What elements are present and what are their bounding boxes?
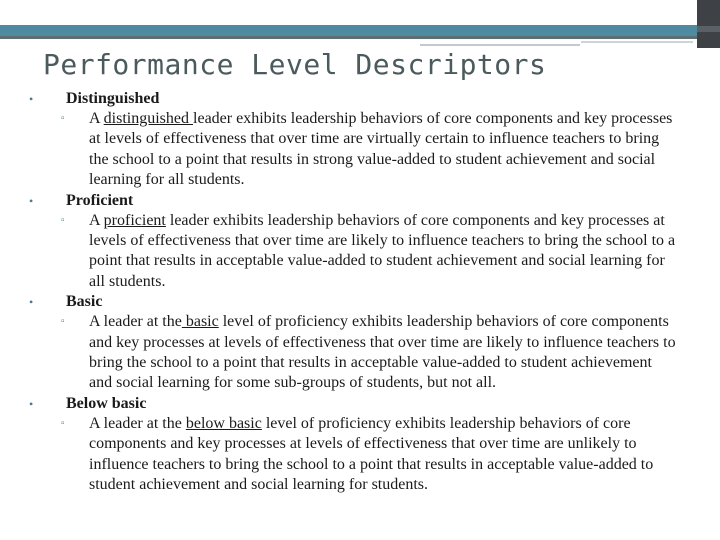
level-description [26, 109, 676, 191]
description-lead: A [89, 110, 104, 127]
level-description [26, 414, 676, 496]
slide-body [26, 89, 676, 496]
level-name: Below basic [66, 394, 147, 412]
description-term: distinguished [103, 110, 194, 127]
description-text: leader exhibits leadership behaviors of core components and key processes at levels of effectiveness that over time are virtually certain to influence teachers to bring the school to a point that results in strong value-added to student achievement and social learning for all students. [89, 110, 673, 189]
description-lead: A leader at the [89, 313, 182, 331]
sub-bullet-icon: ▫ [61, 316, 65, 328]
sub-bullet-icon: ▫ [61, 214, 65, 226]
slide-title: Performance Level Descriptors [43, 48, 547, 81]
level-description [26, 211, 676, 293]
level-name: Distinguished [66, 90, 160, 107]
bullet-icon: • [29, 92, 34, 106]
level-heading [26, 191, 676, 211]
bullet-icon: • [29, 396, 34, 411]
description-term: proficient [103, 211, 166, 229]
sub-bullet-icon: ▫ [61, 417, 65, 429]
description-term: below basic [185, 414, 262, 432]
level-heading [26, 292, 676, 312]
description-text: level of proficiency exhibits leadership behaviors of core components and key processes at levels of effectiveness that over time are likely to influence teachers to bring the school to a point that results in acceptable value-added to student achievement and social learning for some sub-groups of students, but not all. [89, 313, 676, 392]
description-term: basic [181, 313, 219, 331]
level-basic [26, 292, 676, 394]
level-name: Basic [66, 293, 103, 311]
level-proficient [26, 191, 676, 293]
level-name: Proficient [66, 191, 134, 209]
description-text: leader exhibits leadership behaviors of core components and key processes at levels of effectiveness that over time are likely to influence teachers to bring the school to a point that results in acceptable value-added to student achievement and social learning for all students. [89, 211, 676, 290]
description-lead: A [89, 211, 104, 229]
bullet-icon: • [29, 193, 34, 208]
header-accent-band [0, 25, 697, 36]
bullet-icon: • [29, 295, 34, 310]
title-divider-right [581, 41, 693, 43]
level-heading [26, 89, 676, 109]
level-below-basic [26, 394, 676, 496]
level-description [26, 312, 676, 394]
level-distinguished [26, 89, 676, 191]
header-accent-line [0, 36, 697, 39]
title-divider-left [420, 44, 580, 46]
sub-bullet-icon: ▫ [61, 113, 65, 124]
corner-accent-block [697, 0, 720, 48]
level-heading [26, 394, 676, 414]
corner-accent-strip [697, 26, 720, 32]
description-lead: A leader at the [89, 414, 186, 432]
description-text: level of proficiency exhibits leadership behaviors of core components and key processes at levels of effectiveness that over time are unlikely to influence teachers to bring the school to a point that results in acceptable value-added to student achievement and social learning for students. [89, 414, 654, 494]
